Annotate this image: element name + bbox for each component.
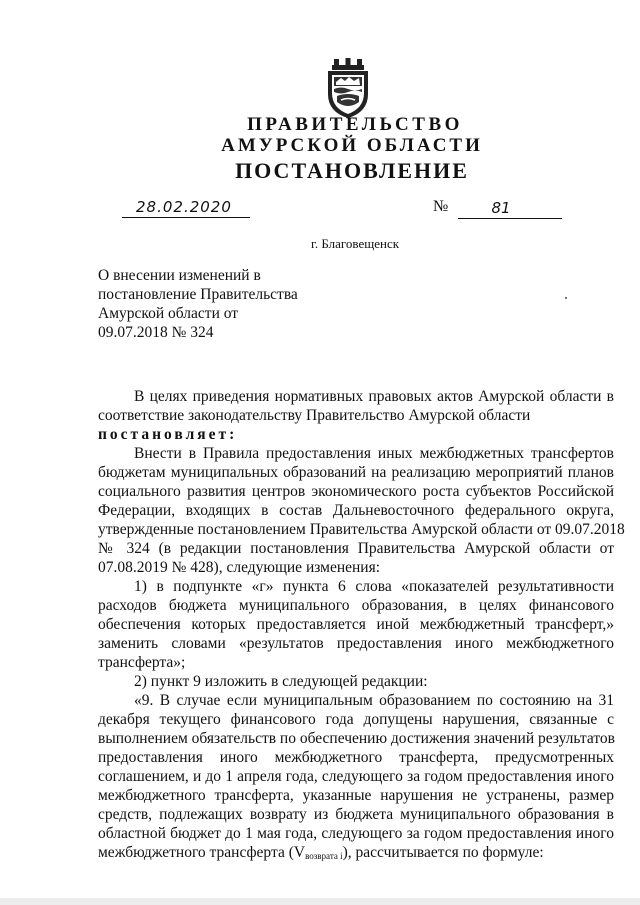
paragraph-line: «9. В случае если муниципальным образованием по состоянию на 31 — [134, 692, 614, 709]
resolves-keyword: постановляет: — [98, 426, 238, 443]
scan-speck — [565, 297, 567, 299]
paragraph-line: соглашением, и до 1 апреля года, следующего за годом предоставления иного — [98, 768, 614, 785]
document-subject — [98, 266, 298, 342]
paragraph-line: предоставления иного межбюджетного трансферта, предусмотренных — [98, 749, 614, 766]
formula-subscript: возврата i — [305, 851, 343, 861]
paragraph-line: 07.08.2019 № 428), следующие изменения: — [98, 559, 381, 576]
formula-text-before: межбюджетного трансферта (V — [98, 844, 306, 861]
paragraph-line: бюджетам муниципальных образований на реализацию мероприятий планов — [98, 464, 614, 481]
number-label: № — [433, 198, 449, 215]
city-line: г. Благовещенск — [310, 236, 400, 251]
subject-line: О внесении изменений в — [98, 267, 261, 284]
document-body — [98, 387, 625, 866]
paragraph-line: межбюджетного трансферта, указанные нарушения не устранены, размер — [98, 787, 614, 804]
paragraph-line: декабря текущего финансового года допущены нарушения, связанные с — [98, 711, 614, 728]
formula-text-after: ), рассчитывается по формуле: — [342, 844, 544, 861]
item-line: заменить словами «результатов предоставления иного межбюджетного — [98, 635, 614, 652]
paragraph-line: выполнением обязательств по обеспечению достижения значений результатов — [98, 730, 615, 747]
item-line: 2) пункт 9 изложить в следующей редакции: — [134, 673, 428, 690]
item-line: расходов бюджета муниципального образования, в целях финансового — [98, 597, 614, 614]
subject-line: Амурской области от — [98, 305, 239, 322]
handwritten-date: 28.02.2020 — [122, 197, 250, 218]
paragraph-line: № 324 (в редакции постановления Правительства Амурской области от — [98, 540, 614, 557]
paragraph-line-formula — [98, 843, 614, 866]
paragraph-line: Внести в Правила предоставления иных межбюджетных трансфертов — [134, 445, 614, 462]
document-type-title: ПОСТАНОВЛЕНИЕ — [235, 158, 469, 183]
government-name-line2: АМУРСКОЙ ОБЛАСТИ — [221, 135, 483, 156]
item-line: трансферта»; — [98, 654, 186, 671]
paragraph-line: областной бюджет до 1 мая года, следующего за годом предоставления иного — [98, 825, 614, 842]
intro-line: соответствие законодательству Правительство Амурской области — [98, 407, 531, 424]
government-name-line1: ПРАВИТЕЛЬСТВО — [247, 114, 463, 135]
intro-line: В целях приведения нормативных правовых актов Амурской области в — [134, 388, 614, 405]
subject-line: постановление Правительства — [98, 286, 298, 303]
paragraph-line: социального развития центров экономического роста субъектов Российской — [98, 483, 614, 500]
handwritten-document-number: 81 — [458, 198, 562, 219]
paragraph-line: средств, подлежащих возврату из бюджета муниципального образования в — [98, 806, 614, 823]
paragraph-line: Федерации, входящих в состав Дальневосточного федерального округа, — [98, 502, 614, 519]
amur-region-coat-of-arms-icon — [323, 58, 373, 120]
item-line: обеспечения которых предоставляется иной межбюджетный трансферт,» — [98, 616, 614, 633]
subject-line: 09.07.2018 № 324 — [98, 324, 214, 341]
item-line: 1) в подпункте «г» пункта 6 слова «показателей результативности — [134, 578, 614, 595]
paragraph-line: утвержденные постановлением Правительства Амурской области от 09.07.2018 — [98, 521, 625, 538]
page-bottom-edge — [0, 898, 640, 905]
